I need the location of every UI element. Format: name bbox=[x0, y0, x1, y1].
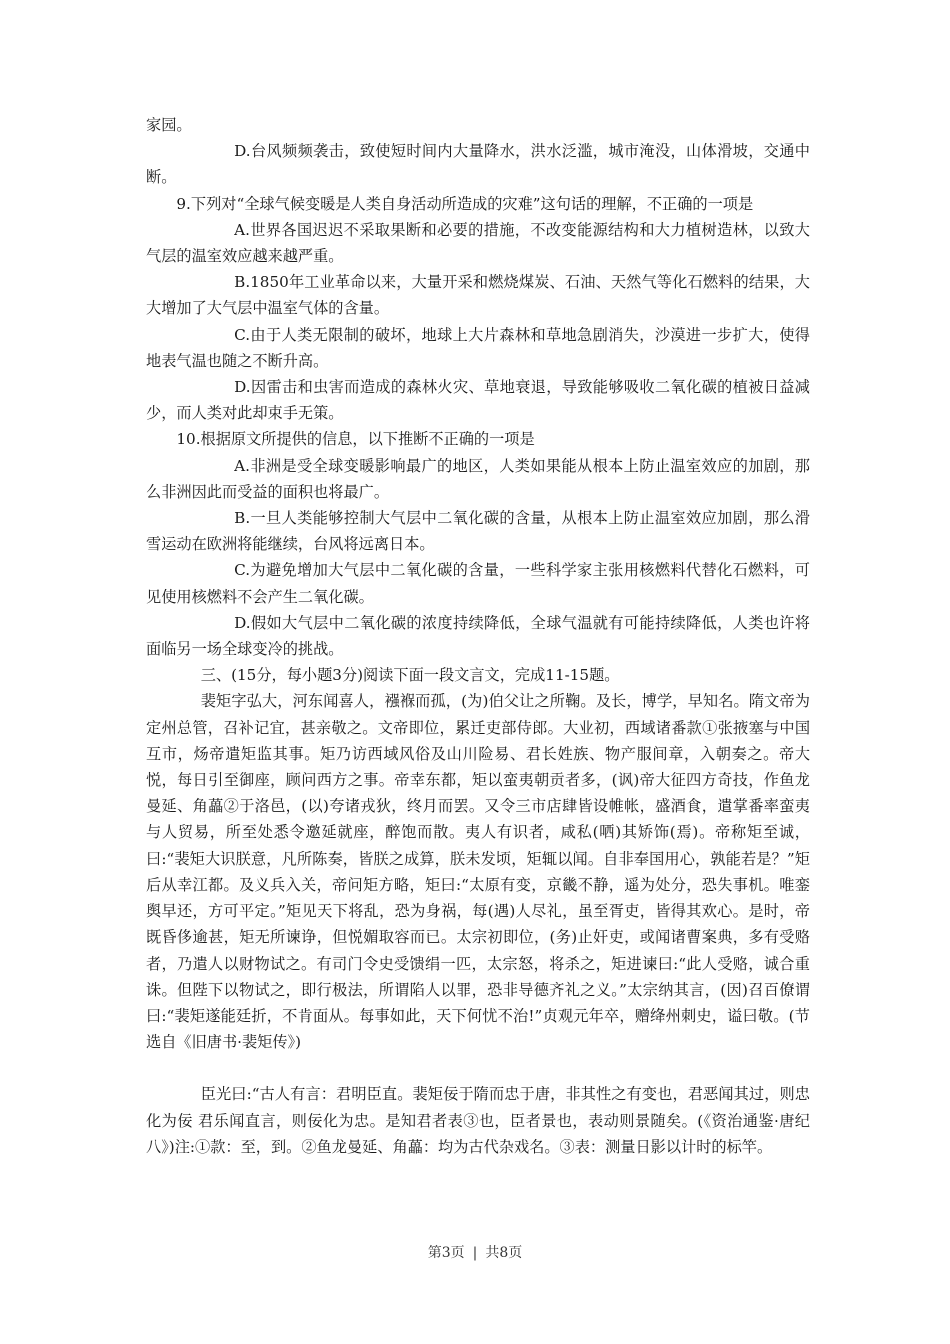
page-total: 共8页 bbox=[485, 1245, 523, 1261]
question-10: 10.根据原文所提供的信息，以下推断不正确的一项是 bbox=[176, 430, 535, 449]
paragraph-gap bbox=[146, 1055, 810, 1081]
footer-separator: | bbox=[472, 1245, 478, 1261]
page-number: 第3页 bbox=[427, 1245, 465, 1261]
q10-option-a: A.非洲是受全球变暖影响最广的地区，人类如果能从根本上防止温室效应的加剧，那么非洲因此而受益的面积也将最广。 bbox=[146, 456, 810, 501]
classical-passage: 裴矩字弘大，河东闻喜人，襁褓而孤，(为)伯父让之所鞠。及长，博学，早知名。隋文帝为定州总管，召补记宜，甚亲敬之。文帝即位，累迁吏部侍郎。大业初，西域诸番款①张掖塞与中国互市，炀帝遣矩监其事。矩乃访西域风俗及山川险易、君长姓族、物产服间章，入朝奏之。帝大悦，每日引至御座，顾问西方之事。帝幸东都，矩以蛮夷朝贡者多，(讽)帝大征四方奇技，作鱼龙曼延、角藟②于洛邑，(以)夸诸戎狄，终月而罢。又令三市店肆皆设帷帐，盛酒食，遣掌番率蛮夷与人贸易，所至处悉令邀延就座，醉饱而散。夷人有识者，咸私(哂)其矫饰(焉)。帝称矩至诚，曰:“裴矩大识朕意，凡所陈奏，皆朕之成算，朕未发顷，矩辄以闻。自非奉国用心，孰能若是？”矩后从幸江都。及义兵入关，帝问矩方略，矩曰:“太原有变，京畿不静，遥为处分，恐失事机。唯銮舆早还，方可平定。”矩见天下将乱，恐为身祸，每(遇)人尽礼，虽至胥吏，皆得其欢心。是时，帝既昏侈逾甚，矩无所谏诤，但悦媚取容而已。太宗初即位，(务)止奸吏，或闻诸曹案典，多有受赂者，乃遣人以财物试之。有司门令史受馈绢一匹，太宗怒，将杀之，矩进谏曰:“此人受赂，诚合重诛。但陛下以物试之，即行极法，所谓陷人以罪，恐非导德齐礼之义。”太宗纳其言，(因)召百僚谓曰:“裴矩遂能廷折，不肯面从。每事如此，天下何忧不治!”贞观元年卒，赠绛州刺史，谥曰敬。(节选自《旧唐书·裴矩传》) bbox=[146, 692, 810, 1052]
q8-option-d: D.台风频频袭击，致使短时间内大量降水，洪水泛滥，城市淹没，山体滑坡，交通中断。 bbox=[146, 142, 810, 187]
question-9: 9.下列对“全球气候变暖是人类自身活动所造成的灾难”这句话的理解，不正确的一项是 bbox=[176, 194, 754, 213]
page-footer bbox=[0, 1242, 950, 1262]
q9-option-b: B.1850年工业革命以来，大量开采和燃烧煤炭、石油、天然气等化石燃料的结果，大大增加了大气层中温室气体的含量。 bbox=[146, 273, 810, 318]
continued-text: 家园。 bbox=[146, 116, 192, 134]
q9-option-a: A.世界各国迟迟不采取果断和必要的措施，不改变能源结构和大力植树造林，以致大气层的温室效应越来越严重。 bbox=[146, 220, 810, 266]
sima-guang-comment: 臣光曰:“古人有言：君明臣直。裴矩佞于隋而忠于唐，非其性之有变也，君恶闻其过，则忠化为佞 君乐闻直言，则佞化为忠。是知君者表③也，臣者景也，表动则景随矣。(《资治通鉴·唐纪八》)注:①款：至，到。②鱼龙曼延、角藟：均为古代杂戏名。③表：测量日影以计时的标竿。 bbox=[146, 1085, 810, 1156]
q10-option-b: B.一旦人类能够控制大气层中二氧化碳的含量，从根本上防止温室效应加剧，那么滑雪运动在欧洲将能继续，台风将远离日本。 bbox=[146, 509, 810, 554]
q9-option-d: D.因雷击和虫害而造成的森林火灾、草地衰退，导致能够吸收二氧化碳的植被日益减少，而人类对此却束手无策。 bbox=[146, 378, 810, 423]
section-3-heading: 三、(15分，每小题3分)阅读下面一段文言文，完成11-15题。 bbox=[200, 666, 620, 685]
q10-option-c: C.为避免增加大气层中二氧化碳的含量，一些科学家主张用核燃料代替化石燃料，可见使用核燃料不会产生二氧化碳。 bbox=[146, 561, 810, 606]
q9-option-c: C.由于人类无限制的破坏，地球上大片森林和草地急剧消失，沙漠进一步扩大，使得地表气温也随之不断升高。 bbox=[146, 325, 810, 370]
page-content bbox=[146, 112, 810, 1160]
q10-option-d: D.假如大气层中二氧化碳的浓度持续降低，全球气温就有可能持续降低，人类也许将面临另一场全球变冷的挑战。 bbox=[146, 613, 810, 659]
